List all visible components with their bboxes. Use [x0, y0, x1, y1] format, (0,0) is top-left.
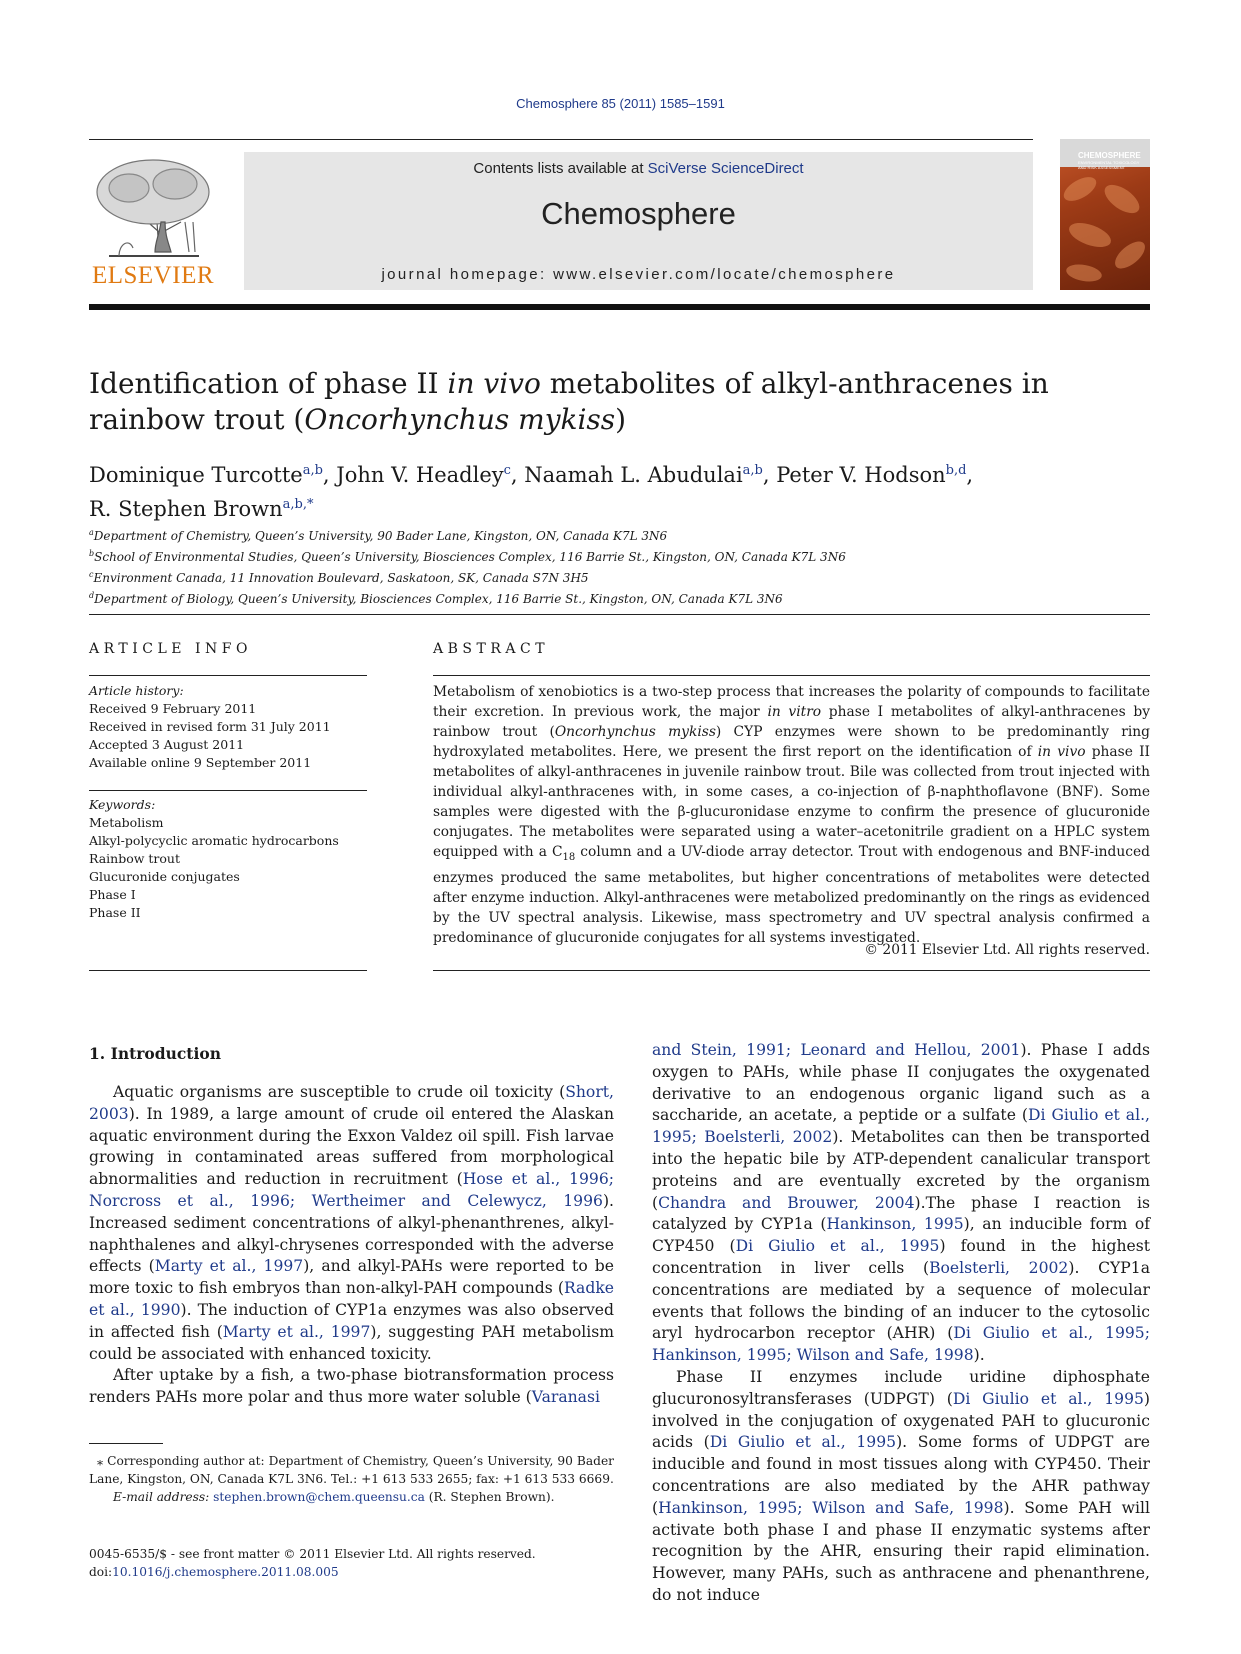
- paragraph-text: ).The phase I reaction is catalyzed by CYP1a (: [652, 1193, 1151, 1234]
- paragraph-text: ). In 1989, a large amount of crude oil entered the Alaskan aquatic environment during the Exxon Valdez oil spill. Fish larvae growing in contaminated areas suffered from morphological abnormalities and reduction in recruitment (: [89, 1104, 614, 1189]
- journal-citation[interactable]: Chemosphere 85 (2011) 1585–1591: [516, 96, 725, 111]
- affiliation-key: c: [89, 570, 94, 579]
- paragraph-text: ) found in the highest concentration in liver cells (: [652, 1237, 1151, 1277]
- keyword-item: Metabolism: [89, 815, 164, 830]
- author-affil-link[interactable]: a,b,*: [282, 497, 314, 512]
- citation-link[interactable]: Hankinson, 1995; Wilson and Safe, 1998: [658, 1498, 1004, 1517]
- affiliation-key: b: [89, 549, 95, 558]
- keywords-label: Keywords:: [89, 797, 156, 812]
- cover-subtitle: ENVIRONMENTAL TOXICOLOGY AND RISK ASSESSMENT: [1078, 160, 1140, 170]
- history-item: Available online 9 September 2011: [89, 755, 312, 770]
- info-rule: [89, 970, 367, 971]
- affiliation-text: Environment Canada, 11 Innovation Boulevard, Saskatoon, SK, Canada S7N 3H5: [93, 571, 589, 585]
- abstract-text: [433, 682, 1150, 948]
- keywords: [89, 796, 367, 922]
- affiliation-item: [89, 545, 1150, 566]
- paragraph: [652, 1367, 1150, 1607]
- abstract-rule: [433, 675, 1150, 676]
- paragraph-text: ). Phase I adds oxygen to PAHs, while phase II conjugates the oxygenated derivative to an endogenous organic ligand such as a saccharide, an acetate, a peptide or a sulfate (: [652, 1041, 1150, 1125]
- contents-prefix: Contents lists available at: [473, 160, 648, 177]
- author-affil-link[interactable]: a,b: [302, 463, 323, 478]
- author-affil-link[interactable]: a,b: [742, 463, 763, 478]
- citation-link[interactable]: Short, 2003: [89, 1083, 614, 1123]
- citation-link[interactable]: Marty et al., 1997: [154, 1257, 304, 1276]
- paragraph-text: Phase II enzymes include uridine diphosphate glucuronosyltransferases (UDPGT) (: [652, 1367, 1150, 1408]
- doi-label: doi:: [89, 1565, 113, 1579]
- header-rule: [89, 139, 1033, 140]
- citation-link[interactable]: Hose et al., 1996; Norcross et al., 1996; Wertheimer and Celewycz, 1996: [89, 1170, 614, 1210]
- footnote-text: Corresponding author at: Department of Chemistry, Queen’s University, 90 Bader Lane, Kingston, ON, Canada K7L 3N6. Tel.: +1 613 533 2655; fax: +1 613 533 6669.: [89, 1454, 614, 1486]
- author-name: Naamah L. Abudulai: [524, 463, 743, 487]
- publisher-logo-text: ELSEVIER: [91, 262, 215, 289]
- footnote-rule: [89, 1443, 163, 1444]
- citation-link[interactable]: Hankinson, 1995: [826, 1215, 964, 1234]
- author-affil-link[interactable]: b,d: [945, 463, 967, 478]
- email-link[interactable]: stephen.brown@chem.queensu.ca: [213, 1490, 425, 1504]
- citation-link[interactable]: Marty et al., 1997: [222, 1322, 371, 1341]
- author-separator: ,: [966, 463, 974, 487]
- body-column-left: [89, 1082, 614, 1409]
- affiliation-text: Department of Biology, Queen’s University, Biosciences Complex, 116 Barrie St., Kingston, ON, Canada K7L 3N6: [94, 592, 783, 606]
- author-separator: ,: [762, 463, 777, 487]
- abstract-span: ) CYP enzymes were shown to be predominantly ring hydroxylated metabolites. Here, we present the first report on the identification of: [433, 724, 1151, 760]
- affiliation-key: a: [89, 528, 94, 537]
- paragraph-text: ). The induction of CYP1a enzymes was also observed in affected fish (: [89, 1300, 615, 1341]
- paragraph-text: ), and alkyl-PAHs were reported to be more toxic to fish embryos than non-alkyl-PAH compounds (: [89, 1257, 615, 1298]
- affiliation-item: [89, 524, 1150, 545]
- affiliation-item: [89, 566, 1150, 587]
- author-name: R. Stephen Brown: [89, 497, 283, 521]
- citation-link[interactable]: Radke et al., 1990: [89, 1279, 614, 1319]
- affiliation-key: d: [89, 591, 95, 600]
- history-item: Accepted 3 August 2011: [89, 737, 245, 752]
- info-rule: [89, 675, 367, 676]
- author-separator: ,: [510, 463, 525, 487]
- citation-link[interactable]: Di Giulio et al., 1995: [709, 1433, 897, 1452]
- email-label: E-mail address:: [113, 1490, 214, 1504]
- abstract-span: phase I metabolites of alkyl-anthracenes by rainbow trout (: [433, 704, 1151, 740]
- author-name: John V. Headley: [336, 463, 504, 487]
- paragraph: [652, 1040, 1150, 1367]
- author-name: Dominique Turcotte: [89, 463, 303, 487]
- citation-link[interactable]: Di Giulio et al., 1995: [952, 1389, 1144, 1408]
- title-part: metabolites of alkyl-anthracenes in rainbow trout (: [89, 367, 1049, 436]
- citation-link[interactable]: Di Giulio et al., 1995; Hankinson, 1995; Wilson and Safe, 1998: [652, 1324, 1150, 1365]
- body-column-right: [652, 1040, 1150, 1607]
- footnote: [89, 1452, 614, 1506]
- section-heading: 1. Introduction: [89, 1044, 221, 1063]
- affiliation-text: School of Environmental Studies, Queen’s University, Biosciences Complex, 116 Barrie St., Kingston, ON, Canada K7L 3N6: [94, 550, 846, 564]
- abstract-span: column and a UV-diode array detector. Trout with endogenous and BNF-induced enzymes produced the same metabolites, but higher concentrations of metabolites were detected after enzyme induction. Alkyl-anthracenes were metabolized predominantly on the rings as evidenced by the UV spectral analysis. Likewise, mass spectrometry and UV spectral analysis confirmed a predominance of glucuronide conjugates for all systems investigated.: [433, 844, 1150, 946]
- affiliation-rule: [89, 614, 1150, 615]
- abstract-span: Metabolism of xenobiotics is a two-step process that increases the polarity of compounds to facilitate their excretion. In previous work, the major: [433, 684, 1150, 720]
- author-list: [89, 456, 1150, 524]
- keyword-item: Alkyl-polycyclic aromatic hydrocarbons: [89, 833, 339, 848]
- title-part: Identification of phase II: [89, 367, 448, 400]
- article-history: [89, 682, 367, 772]
- email-suffix: (R. Stephen Brown).: [424, 1490, 555, 1504]
- citation-link[interactable]: Di Giulio et al., 1995; Boelsterli, 2002: [652, 1106, 1150, 1147]
- leaf-pattern-icon: [1060, 169, 1150, 290]
- footnote-marker: ⁎: [97, 1454, 104, 1468]
- paragraph-text: After uptake by a fish, a two-phase biotransformation process renders PAHs more polar and thus more water soluble (: [89, 1366, 614, 1407]
- keyword-item: Phase II: [89, 905, 141, 920]
- paragraph-text: ). Increased sediment concentrations of alkyl-phenanthrenes, alkyl-naphthalenes and alkyl-chrysenes corresponded with the adverse effects (: [89, 1191, 614, 1276]
- paragraph-text: ). CYP1a concentrations are mediated by a sequence of molecular events that follows the binding of an inducer to the cytosolic aryl hydrocarbon receptor (AHR) (: [652, 1258, 1151, 1343]
- journal-homepage-link[interactable]: journal homepage: www.elsevier.com/locate/chemosphere: [381, 266, 896, 283]
- history-item: Received 9 February 2011: [89, 701, 257, 716]
- abstract-span: phase II metabolites of alkyl-anthracenes in juvenile rainbow trout. Bile was collected from trout injected with individual alkyl-anthracenes with, in some cases, a co-injection of β-naphthoflavone (BNF). Some samples were digested with the β-glucuronidase enzyme to confirm the presence of glucuronide conjugates. The metabolites were separated using a water–acetonitrile gradient on a HPLC system equipped with a C: [433, 744, 1150, 860]
- paragraph-text: Aquatic organisms are susceptible to crude oil toxicity (: [113, 1083, 566, 1101]
- author-affil-link[interactable]: c: [503, 463, 511, 478]
- cover-title: CHEMOSPHERE: [1078, 151, 1141, 160]
- citation-link[interactable]: Chandra and Brouwer, 2004: [658, 1193, 915, 1212]
- header-thick-rule: [89, 304, 1150, 310]
- citation-link[interactable]: Di Giulio et al., 1995: [735, 1237, 940, 1256]
- keyword-item: Glucuronide conjugates: [89, 869, 240, 884]
- keyword-item: Rainbow trout: [89, 851, 180, 866]
- history-item: Received in revised form 31 July 2011: [89, 719, 331, 734]
- paragraph-text: ).: [973, 1346, 985, 1365]
- article-title: [89, 366, 1150, 438]
- sciencedirect-link[interactable]: SciVerse ScienceDirect: [647, 160, 804, 177]
- history-label: Article history:: [89, 683, 184, 698]
- paragraph-text: ). Metabolites can then be transported into the hepatic bile by ATP-dependent canalicular transport proteins and are eventually excreted by the organism (: [652, 1128, 1151, 1212]
- abstract-heading: ABSTRACT: [433, 641, 550, 657]
- citation-link[interactable]: and Stein, 1991; Leonard and Hellou, 2001: [652, 1041, 1021, 1059]
- doi-link[interactable]: 10.1016/j.chemosphere.2011.08.005: [112, 1565, 339, 1579]
- paragraph-text: ), an inducible form of CYP450 (: [652, 1215, 1151, 1256]
- author-name: Peter V. Hodson: [776, 463, 946, 487]
- title-italic: Oncorhynchus mykiss: [304, 403, 616, 436]
- paragraph-text: ). Some forms of UDPGT are inducible and found in most tissues along with CYP450. Their concentrations are also mediated by the AHR pathway (: [652, 1433, 1151, 1517]
- keyword-item: Phase I: [89, 887, 136, 902]
- title-part: ): [615, 403, 627, 436]
- paragraph-text: ). Some PAH will activate both phase I and phase II enzymatic systems after recognition by the AHR, ensuring their rapid elimination. However, many PAHs, such as anthracene and phenanthrene, do not induce: [652, 1498, 1150, 1604]
- abstract-italic: Oncorhynchus mykiss: [554, 724, 716, 740]
- affiliations: [89, 524, 1150, 608]
- journal-name: Chemosphere: [541, 196, 736, 231]
- paragraph: [89, 1365, 614, 1409]
- contents-line: [244, 160, 1033, 177]
- title-italic: in vivo: [447, 367, 541, 400]
- paragraph-text: ) involved in the conjugation of oxygenated PAH to glucuronic acids (: [652, 1389, 1151, 1452]
- affiliation-item: [89, 587, 1150, 608]
- front-matter: [89, 1545, 614, 1581]
- front-matter-line: 0045-6535/$ - see front matter © 2011 Elsevier Ltd. All rights reserved.: [89, 1547, 536, 1561]
- article-info-heading: ARTICLE INFO: [89, 641, 252, 657]
- citation-link[interactable]: Varanasi: [531, 1388, 600, 1407]
- author-separator: ,: [322, 463, 337, 487]
- journal-cover-image[interactable]: [1060, 139, 1150, 290]
- citation-link[interactable]: Boelsterli, 2002: [929, 1258, 1069, 1277]
- paragraph-text: ), suggesting PAH metabolism could be associated with enhanced toxicity.: [89, 1322, 614, 1363]
- abstract-subscript: 18: [562, 851, 576, 863]
- copyright-notice: © 2011 Elsevier Ltd. All rights reserved.: [864, 942, 1150, 958]
- journal-masthead: [244, 152, 1033, 290]
- abstract-italic: in vivo: [1037, 744, 1086, 760]
- affiliation-text: Department of Chemistry, Queen’s University, 90 Bader Lane, Kingston, ON, Canada K7L 3N6: [93, 529, 668, 543]
- paragraph: [89, 1082, 614, 1365]
- abstract-italic: in vitro: [767, 704, 822, 720]
- info-rule: [89, 790, 367, 791]
- abstract-rule: [433, 970, 1150, 971]
